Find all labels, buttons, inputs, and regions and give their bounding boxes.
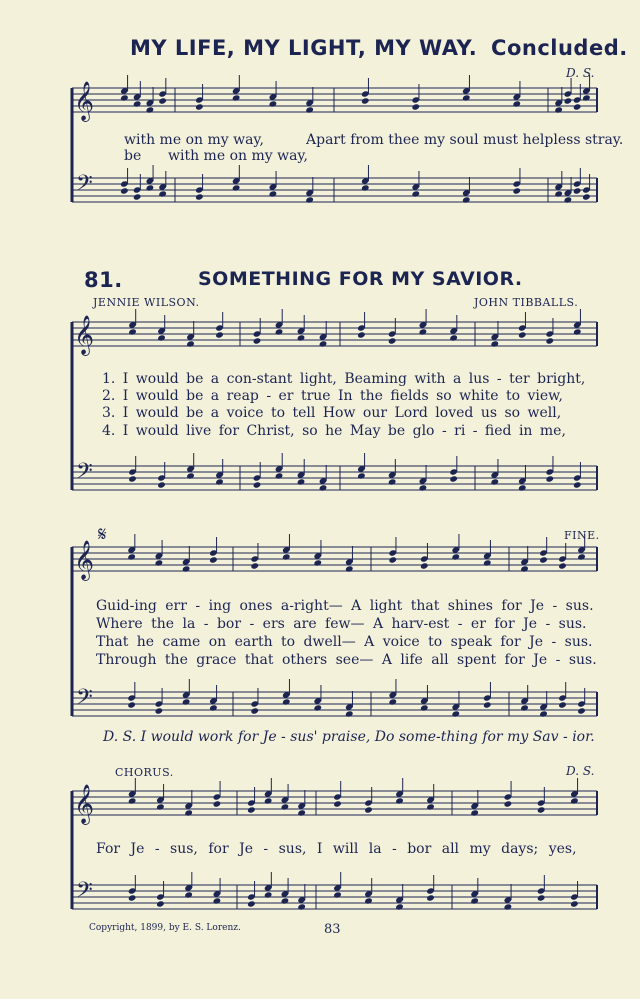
section-title-text: MY LIFE, MY LIGHT, MY WAY.	[130, 36, 478, 60]
sys3-m3-t-note-low-0	[520, 565, 529, 572]
sys2-m0-b-note-low-3	[215, 478, 224, 485]
sys2-bass-clef: 𝄢	[76, 459, 93, 489]
sys3-m1-t-note-low-2	[313, 559, 322, 566]
sys2-treble-clef: 𝄞	[74, 315, 95, 355]
sys1-treble-clef: 𝄞	[74, 81, 95, 121]
segno-mark: 𝄋	[98, 522, 107, 546]
sys4-m2-b-note-low-2	[395, 903, 404, 910]
sys4-m2-t-note-low-0	[333, 800, 342, 807]
sys3-m0-b-note-low-3	[209, 704, 218, 711]
sys4-treble-clef: 𝄞	[74, 784, 95, 824]
verse-refrain-line-2: Where the la - bor - ers are few— A harv-est - er for Je - sus.	[96, 616, 587, 632]
hymn-number: 81.	[84, 268, 123, 292]
sys2-m3-b-note-low-3	[573, 481, 582, 488]
sys4-m1-b-note-low-3	[297, 903, 306, 910]
sys1-bass-clef: 𝄢	[76, 171, 93, 201]
sys1-m1-b-note-low-2	[269, 190, 278, 197]
sys1-m3-b-note-low-2	[573, 187, 582, 194]
chorus-lyric: For Je - sus, for Je - sus, I will la - bor all my days; yes,	[96, 841, 577, 857]
sys2-m0-t-note-low-2	[186, 340, 195, 347]
sys1-m2-b-note-low-1	[411, 190, 420, 197]
sys3-m0-b-note-low-0	[127, 701, 136, 708]
sys1-m0-b-note-low-1	[133, 193, 142, 200]
verse-refrain-line-4: Through the grace that others see— A life all spent for Je - sus.	[96, 652, 597, 668]
sys1-m3-b-note-low-0	[554, 190, 563, 197]
sys4-m1-b-note-low-2	[281, 897, 290, 904]
sys3-m3-t-note-low-1	[539, 556, 548, 563]
sys3-bass-clef: 𝄢	[76, 685, 93, 715]
sys3-m2-b-note-low-0	[388, 698, 397, 705]
sys4-m2-b-note-low-1	[364, 897, 373, 904]
sys1-m3-b-note-low-1	[564, 196, 573, 203]
sys3-m3-t-note-low-3	[577, 553, 586, 560]
sys2-m0-b-note-low-0	[128, 475, 137, 482]
sys1-m2-t-note-low-3	[512, 100, 521, 107]
sys3-m3-b-note-low-0	[520, 704, 529, 711]
sys3-m1-b-note-low-0	[250, 707, 259, 714]
copyright: Copyright, 1899, by E. S. Lorenz.	[89, 923, 241, 933]
sys2-m2-b-note-low-2	[419, 484, 428, 491]
sys1-m0-t-note-low-2	[146, 106, 155, 113]
sys2-m0-b-note-low-2	[186, 472, 195, 479]
concluded-label: Concluded.	[491, 36, 628, 60]
sys4-m3-t-note-low-3	[570, 797, 579, 804]
sys2-m1-b-note-low-2	[297, 478, 306, 485]
sys4-m0-t-note-low-3	[213, 800, 222, 807]
sys2-m1-b-note-low-1	[275, 472, 284, 479]
sys1-m3-t-note-low-1	[564, 97, 573, 104]
sys3-m2-t-note-low-1	[420, 562, 429, 569]
sys4-m2-t-note-low-2	[395, 797, 404, 804]
sys4-m3-t-note-low-2	[537, 806, 546, 813]
sys4-m2-b-note-low-0	[333, 891, 342, 898]
sys3-m3-b-note-low-1	[539, 710, 548, 717]
sys2-m1-b-note-low-3	[319, 484, 328, 491]
sys1-m3-t-note-low-2	[573, 103, 582, 110]
lyric-line-2a: be	[124, 148, 142, 164]
sys1-m2-b-note-low-2	[462, 196, 471, 203]
verse-refrain-line-1: Guid-ing err - ing ones a-right— A light that shines for Je - sus.	[96, 598, 594, 614]
sys4-m0-b-note-low-0	[128, 894, 137, 901]
sys4-m3-t-note-low-0	[470, 809, 479, 816]
sys2-m3-t-note-low-2	[545, 337, 554, 344]
lyricist: JENNIE WILSON.	[93, 296, 200, 309]
sys3-m2-t-note-low-2	[451, 553, 460, 560]
sys2-m3-t-note-low-0	[490, 340, 499, 347]
sys2-m1-t-note-low-0	[253, 337, 262, 344]
sys1-m2-b-note-low-3	[512, 187, 521, 194]
sys1-m1-b-note-low-1	[232, 184, 241, 191]
sys4-m1-b-note-low-1	[264, 891, 273, 898]
sys4-m1-t-note-low-1	[264, 797, 273, 804]
sys2-m0-t-note-low-1	[157, 334, 166, 341]
sys3-m1-b-note-low-3	[345, 710, 354, 717]
sys1-m3-b-note-low-3	[582, 193, 591, 200]
sys3-m3-t-note-low-2	[558, 562, 567, 569]
sys3-m0-b-note-low-2	[182, 698, 191, 705]
sys3-m1-t-note-low-0	[250, 562, 259, 569]
sys2-m1-t-note-low-2	[297, 334, 306, 341]
sys3-m0-t-note-low-2	[182, 565, 191, 572]
fine-mark: FINE.	[564, 529, 600, 542]
sys3-m1-t-note-low-1	[282, 553, 291, 560]
sys1-m1-t-note-low-1	[232, 94, 241, 101]
sys1-m0-t-note-low-3	[158, 97, 167, 104]
sys4-m0-t-note-low-2	[184, 809, 193, 816]
sys3-m1-b-note-low-2	[313, 704, 322, 711]
sys4-m0-b-note-low-1	[156, 900, 165, 907]
sys4-m0-b-note-low-3	[213, 897, 222, 904]
sys1-m2-b-note-low-0	[361, 184, 370, 191]
chorus-ds-mark: D. S.	[566, 764, 595, 778]
sys2-m3-b-note-low-1	[518, 484, 527, 491]
sys1-m2-t-note-low-2	[462, 94, 471, 101]
ds-mark-top: D. S.	[566, 66, 595, 80]
sys2-m3-t-note-low-3	[573, 328, 582, 335]
sys4-m3-t-note-low-1	[504, 800, 513, 807]
sys4-m0-t-note-low-1	[156, 803, 165, 810]
sys1-m0-b-note-low-0	[120, 187, 129, 194]
sys3-m2-b-note-low-2	[451, 710, 460, 717]
sys2-m2-t-note-low-0	[357, 331, 366, 338]
sys4-m2-t-note-low-1	[364, 806, 373, 813]
verse-line-1: 1. I would be a con-stant light, Beaming with a lus - ter bright,	[102, 371, 586, 387]
verse-line-4: 4. I would live for Christ, so he May be glo - ri - fied in me,	[102, 423, 566, 439]
sys4-m1-t-note-low-0	[247, 806, 256, 813]
ds-lyric-line: D. S. I would work for Je - sus' praise, Do some-thing for my Sav - ior.	[103, 729, 595, 745]
sys2-m1-b-note-low-0	[253, 481, 262, 488]
sys3-m1-b-note-low-1	[282, 698, 291, 705]
sys1-m1-t-note-low-2	[269, 100, 278, 107]
sys3-m3-b-note-low-2	[558, 701, 567, 708]
sys1-m0-b-note-low-2	[146, 184, 155, 191]
sys3-m0-b-note-low-1	[155, 707, 164, 714]
sys4-m3-b-note-low-0	[470, 897, 479, 904]
sys3-m2-t-note-low-3	[483, 559, 492, 566]
sys4-m2-t-note-low-3	[426, 803, 435, 810]
sys4-m3-b-note-low-1	[504, 903, 513, 910]
sys1-m0-t-note-low-0	[120, 94, 129, 101]
sys2-m0-t-note-low-0	[128, 328, 137, 335]
sys2-m1-t-note-low-1	[275, 328, 284, 335]
sys1-m1-b-note-low-3	[305, 196, 314, 203]
composer: JOHN TIBBALLS.	[474, 296, 579, 309]
sys3-m0-t-note-low-3	[209, 556, 218, 563]
sys2-m0-b-note-low-1	[157, 481, 166, 488]
chorus-label: CHORUS.	[115, 766, 174, 779]
sys4-m3-b-note-low-2	[537, 894, 546, 901]
hymn-title: SOMETHING FOR MY SAVIOR.	[198, 268, 523, 290]
sys3-m0-t-note-low-0	[127, 553, 136, 560]
sys2-m3-b-note-low-2	[545, 475, 554, 482]
lyric-line-1b: Apart from thee my soul must helpless stray.	[306, 132, 624, 148]
sys1-m2-t-note-low-1	[411, 103, 420, 110]
sys2-m2-t-note-low-3	[449, 334, 458, 341]
sys3-m2-t-note-low-0	[388, 556, 397, 563]
sys1-m1-b-note-low-0	[195, 193, 204, 200]
sys3-m2-b-note-low-3	[483, 701, 492, 708]
page-number: 83	[324, 922, 341, 937]
sys4-m0-t-note-low-0	[128, 797, 137, 804]
sys3-treble-clef: 𝄞	[74, 540, 95, 580]
sys2-m0-t-note-low-3	[215, 331, 224, 338]
sys4-m1-b-note-low-0	[247, 900, 256, 907]
lyric-line-2b: with me on my way,	[168, 148, 308, 164]
sys4-m0-b-note-low-2	[184, 891, 193, 898]
verse-line-2: 2. I would be a reap - er true In the fields so white to view,	[102, 388, 563, 404]
sys2-m2-b-note-low-1	[388, 478, 397, 485]
sys3-m0-t-note-low-1	[155, 559, 164, 566]
verse-line-3: 3. I would be a voice to tell How our Lord loved us so well,	[102, 405, 562, 421]
sys1-m0-b-note-low-3	[158, 190, 167, 197]
sys2-m2-b-note-low-3	[449, 475, 458, 482]
sys2-m2-t-note-low-2	[419, 328, 428, 335]
sys3-m1-t-note-low-3	[345, 565, 354, 572]
sys1-m1-t-note-low-0	[195, 103, 204, 110]
sys2-m1-t-note-low-3	[319, 340, 328, 347]
sys2-m2-b-note-low-0	[357, 472, 366, 479]
sys4-bass-clef: 𝄢	[76, 878, 93, 908]
sys4-m2-b-note-low-3	[426, 894, 435, 901]
verse-refrain-line-3: That he came on earth to dwell— A voice to speak for Je - sus.	[96, 634, 593, 650]
sys1-m3-t-note-low-3	[582, 94, 591, 101]
sys2-m3-t-note-low-1	[518, 331, 527, 338]
sys1-m3-t-note-low-0	[554, 106, 563, 113]
sys3-m2-b-note-low-1	[420, 704, 429, 711]
sys1-m0-t-note-low-1	[133, 100, 142, 107]
sys4-m1-t-note-low-2	[281, 803, 290, 810]
sys1-m1-t-note-low-3	[305, 106, 314, 113]
sys4-m3-b-note-low-3	[570, 900, 579, 907]
sys2-m2-t-note-low-1	[388, 337, 397, 344]
sys4-m1-t-note-low-3	[297, 809, 306, 816]
sys3-m3-b-note-low-3	[577, 707, 586, 714]
sys2-m3-b-note-low-0	[490, 478, 499, 485]
lyric-line-1a: with me on my way,	[124, 132, 264, 148]
sys1-m2-t-note-low-0	[361, 97, 370, 104]
